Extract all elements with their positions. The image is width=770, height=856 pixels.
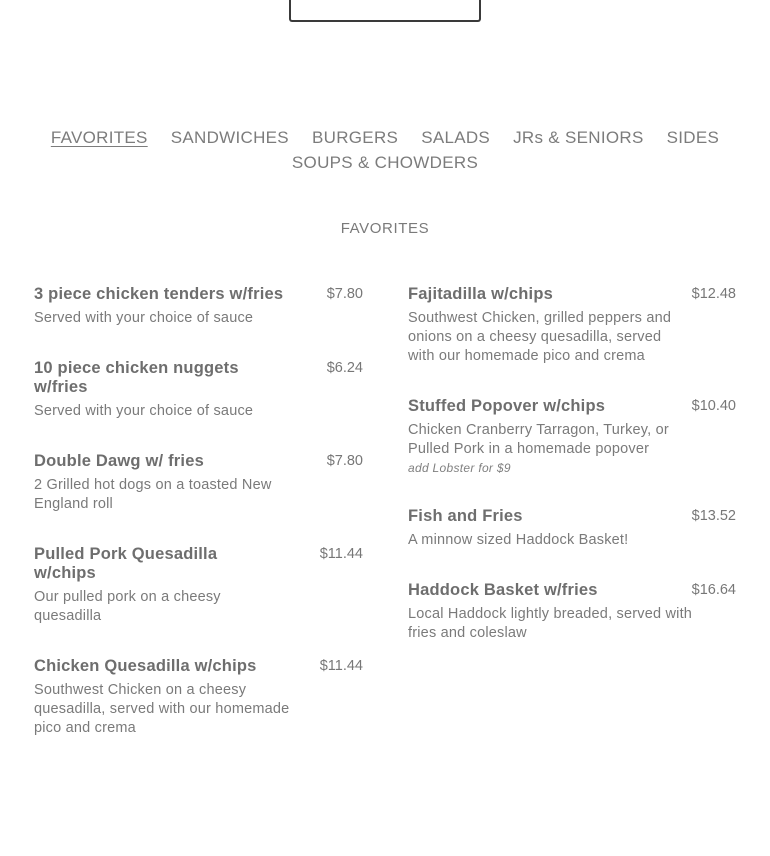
menu-item — [408, 285, 736, 366]
tab-favorites[interactable]: FAVORITES — [50, 128, 148, 147]
item-price: $16.64 — [691, 582, 736, 598]
item-price: $7.80 — [326, 286, 363, 302]
menu-item — [408, 507, 736, 550]
item-price: $10.40 — [691, 398, 736, 414]
menu-item — [34, 657, 363, 738]
nav-row-1 — [0, 125, 770, 150]
item-description: Our pulled pork on a cheesy quesadilla — [34, 589, 221, 624]
menu-item — [408, 581, 736, 643]
item-description: Southwest Chicken, grilled peppers and onions on a cheesy quesadilla, served with our homemade pico and crema — [408, 310, 672, 364]
item-description: 2 Grilled hot dogs on a toasted New England roll — [34, 477, 272, 512]
item-name: Pulled Pork Quesadilla w/chips — [34, 545, 218, 582]
item-price: $12.48 — [691, 286, 736, 302]
tab-burgers[interactable]: BURGERS — [311, 128, 399, 147]
menu-column-right — [408, 285, 736, 674]
item-description: Served with your choice of sauce — [34, 403, 254, 419]
menu-category-nav — [0, 125, 770, 175]
item-name: Chicken Quesadilla w/chips — [34, 657, 257, 675]
tab-soups-chowders[interactable]: SOUPS & CHOWDERS — [291, 153, 479, 172]
item-name: 3 piece chicken tenders w/fries — [34, 285, 284, 303]
item-price: $7.80 — [326, 453, 363, 469]
item-price: $11.44 — [319, 658, 363, 674]
item-description: A minnow sized Haddock Basket! — [408, 532, 629, 548]
item-price: $11.44 — [319, 546, 363, 562]
item-note: add Lobster for $9 — [408, 461, 511, 475]
tab-jrs-seniors[interactable]: JRs & SENIORS — [513, 128, 644, 147]
nav-row-2 — [0, 150, 770, 175]
item-name: Haddock Basket w/fries — [408, 581, 598, 599]
item-price: $6.24 — [326, 360, 363, 376]
menu-item — [34, 545, 363, 626]
menu-item — [34, 285, 363, 328]
menu-item — [408, 397, 736, 476]
item-description: Southwest Chicken on a cheesy quesadilla, served with our homemade pico and crema — [34, 682, 290, 736]
item-name: Double Dawg w/ fries — [34, 452, 204, 470]
tab-sandwiches[interactable]: SANDWICHES — [170, 128, 289, 147]
item-name: Stuffed Popover w/chips — [408, 397, 606, 415]
menu-item — [34, 452, 363, 514]
item-description: Served with your choice of sauce — [34, 310, 254, 326]
item-description: Local Haddock lightly breaded, served with fries and coleslaw — [408, 606, 693, 641]
tab-salads[interactable]: SALADS — [421, 128, 491, 147]
item-name: Fajitadilla w/chips — [408, 285, 554, 303]
top-button[interactable] — [289, 0, 481, 22]
menu-column-left — [34, 285, 363, 769]
item-name: Fish and Fries — [408, 507, 523, 525]
item-name: 10 piece chicken nuggets w/fries — [34, 359, 239, 396]
menu-item — [34, 359, 363, 421]
section-title: FAVORITES — [340, 220, 430, 237]
tab-sides[interactable]: SIDES — [666, 128, 720, 147]
item-price: $13.52 — [691, 508, 736, 524]
item-description: Chicken Cranberry Tarragon, Turkey, or Pulled Pork in a homemade popover — [408, 422, 669, 457]
